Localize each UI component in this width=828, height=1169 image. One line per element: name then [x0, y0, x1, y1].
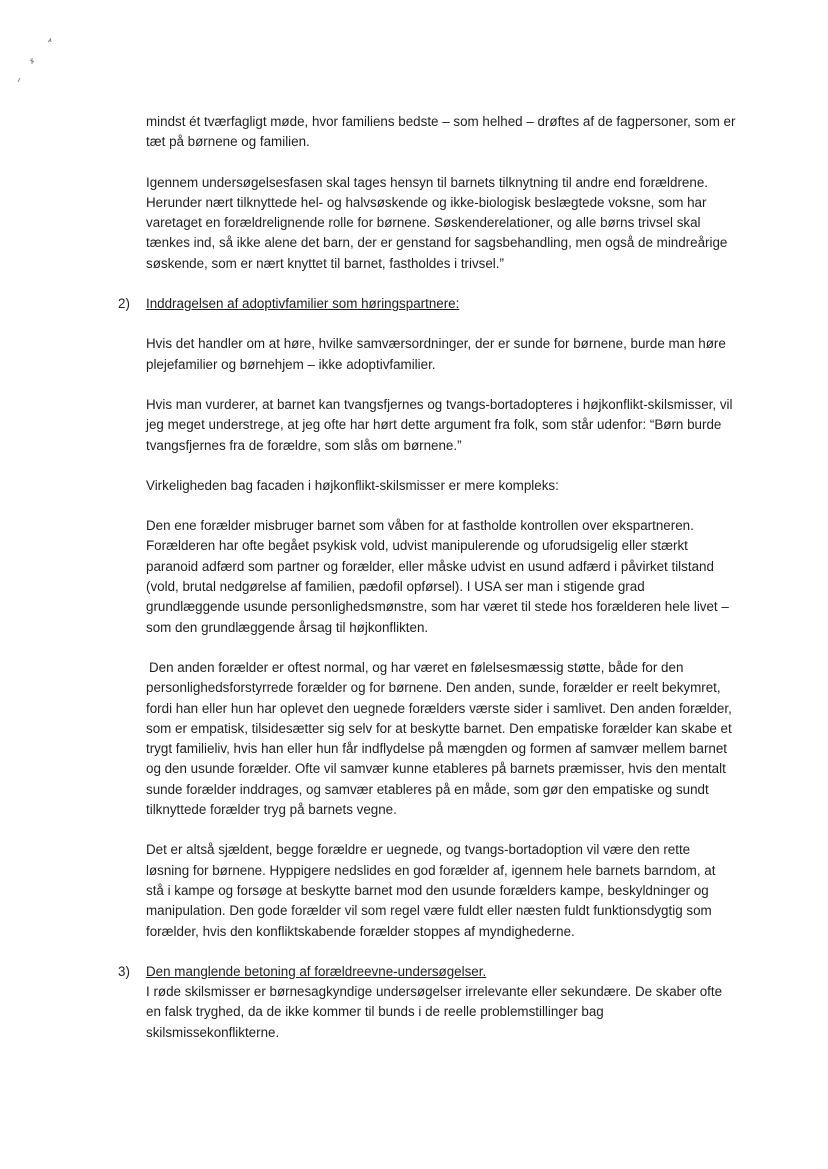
section-3-number: 3) — [118, 963, 130, 979]
section-2-paragraph-1: Hvis det handler om at høre, hvilke samværsordninger, der er sunde for børnene, burde man høre plejefamilier og børnehjem – ikke adoptivfamilier. — [146, 336, 726, 372]
section-3-paragraph-1: I røde skilsmisser er børnesagkyndige undersøgelser irrelevante eller sekundære. De skaber ofte en falsk tryghed, da de ikke kommer til bunds i de reelle problemstillinger bag skilsmissekonflikterne. — [146, 984, 723, 1040]
paragraph-intro: mindst ét tværfagligt møde, hvor familiens bedste – som helhed – drøftes af de fagpersoner, som er tæt på børnene og familien. — [146, 114, 736, 150]
section-2-paragraph-2: Hvis man vurderer, at barnet kan tvangsfjernes og tvangs-bortadopteres i højkonflikt-skilsmisser, vil jeg meget understrege, at jeg ofte har hørt dette argument fra folk, som står udenfor: “Børn burde tvangsfjernes fra de forældre, som slås om børnene.” — [146, 396, 733, 453]
document-body — [118, 112, 736, 1063]
section-2-number: 2) — [118, 296, 130, 312]
section-3-title: Den manglende betoning af forældreevne-undersøgelser. — [146, 963, 487, 979]
paragraph-investigation: Igennem undersøgelsesfasen skal tages hensyn til barnets tilknytning til andre end forældrene. Herunder nært tilknyttede hel- og halvsøskende og ikke-biologisk beslægtede voksne, som har varetaget en forældrelignende rolle for børnene. Søskenderelationer, og alle børns trivsel skal tænkes ind, så ikke alene det barn, der er genstand for sagsbehandling, men også de mindreårige søskende, som er nært knyttet til barnet, fastholdes i trivsel.” — [146, 174, 728, 271]
section-2-title: Inddragelsen af adoptivfamilier som høringspartnere: — [146, 296, 460, 312]
section-2-paragraph-5: Den anden forælder er oftest normal, og har været en følelsesmæssig støtte, både for den personlighedsforstyrrede forælder og for børnene. Den anden, sunde, forælder er reelt bekymret, fordi han eller hun har oplevet den uegnede forælders værste sider i samlivet. Den anden forælder, som er empatisk, tilsidesætter sig selv for at beskytte barnet. Den empatiske forælder kan skabe et trygt familieliv, hvis han eller hun får indflydelse på mængden og formen af samvær mellem barnet og den usunde forælder. Ofte vil samvær kunne etableres på barnets præmisser, hvis den mentalt sunde forælder inddrages, og samvær etableres på en måde, som gør den empatiske og sundt tilknyttede forælder tryg på barnets vegne. — [146, 659, 732, 818]
section-2-paragraph-3: Virkeligheden bag facaden i højkonflikt-skilsmisser er mere kompleks: — [146, 477, 559, 493]
section-2-paragraph-6: Det er altså sjældent, begge forældre er uegnede, og tvangs-bortadoption vil være den rette løsning for børnene. Hyppigere nedslides en god forælder af, igennem hele barnets barndom, at stå i kampe og forsøge at beskytte barnet mod den usunde forælders kampe, beskyldninger og manipulation. Den gode forælder vil som regel være fuldt eller næsten fuldt funktionsdygtig som forælder, hvis den konfliktskabende forælder stoppes af myndighederne. — [146, 842, 716, 939]
section-2 — [118, 294, 736, 942]
section-3 — [118, 962, 736, 1043]
section-2-paragraph-4: Den ene forælder misbruger barnet som våben for at fastholde kontrollen over ekspartneren. Forælderen har ofte begået psykisk vold, udvist manipulerende og uforudsigelig eller stærkt paranoid adfærd som partner og forælder, eller måske udvist en usund adfærd i påvirket tilstand (vold, brutal nedgørelse af familien, pædofil opførsel). I USA ser man i stigende grad grundlæggende usunde personlighedsmønstre, som har været til stede hos forælderen hele livet – som den grundlæggende årsag til højkonflikten. — [146, 518, 729, 635]
scan-marks — [14, 34, 64, 94]
